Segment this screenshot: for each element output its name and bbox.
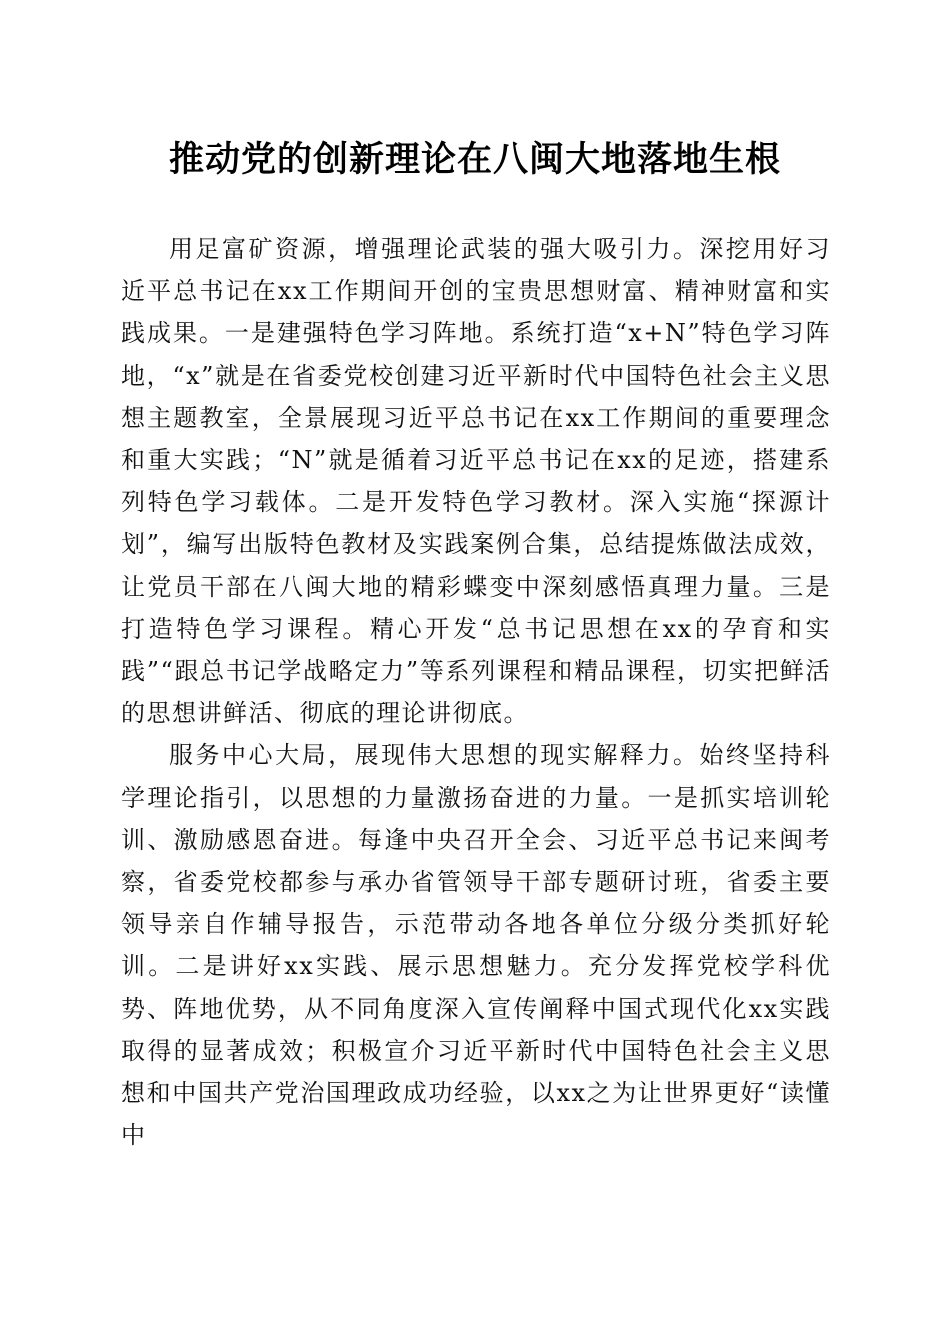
paragraph-2: 服务中心大局，展现伟大思想的现实解释力。始终坚持科学理论指引，以思想的力量激扬奋进的力量。一是抓实培训轮训、激励感恩奋进。每逢中央召开全会、习近平总书记来闽考察，省委党校都参与承办省管领导干部专题研讨班，省委主要领导亲自作辅导报告，示范带动各地各单位分级分类抓好轮训。二是讲好xx实践、展示思想魅力。充分发挥党校学科优势、阵地优势，从不同角度深入宣传阐释中国式现代化xx实践取得的显著成效；积极宣介习近平新时代中国特色社会主义思想和中国共产党治国理政成功经验，以xx之为让世界更好“读懂中 bbox=[121, 741, 831, 1150]
document-body bbox=[121, 228, 831, 1156]
document-title: 推动党的创新理论在八闽大地落地生根 bbox=[168, 139, 781, 180]
paragraph-1: 用足富矿资源，增强理论武装的强大吸引力。深挖用好习近平总书记在xx工作期间开创的宝贵思想财富、精神财富和实践成果。一是建强特色学习阵地。系统打造“x+N”特色学习阵地，“x”就是在省委党校创建习近平新时代中国特色社会主义思想主题教室，全景展现习近平总书记在xx工作期间的重要理念和重大实践；“N”就是循着习近平总书记在xx的足迹，搭建系列特色学习载体。二是开发特色学习教材。深入实施“探源计划”，编写出版特色教材及实践案例合集，总结提炼做法成效，让党员干部在八闽大地的精彩蝶变中深刻感悟真理力量。三是打造特色学习课程。精心开发“总书记思想在xx的孕育和实践”“跟总书记学战略定力”等系列课程和精品课程，切实把鲜活的思想讲鲜活、彻底的理论讲彻底。 bbox=[121, 235, 831, 728]
